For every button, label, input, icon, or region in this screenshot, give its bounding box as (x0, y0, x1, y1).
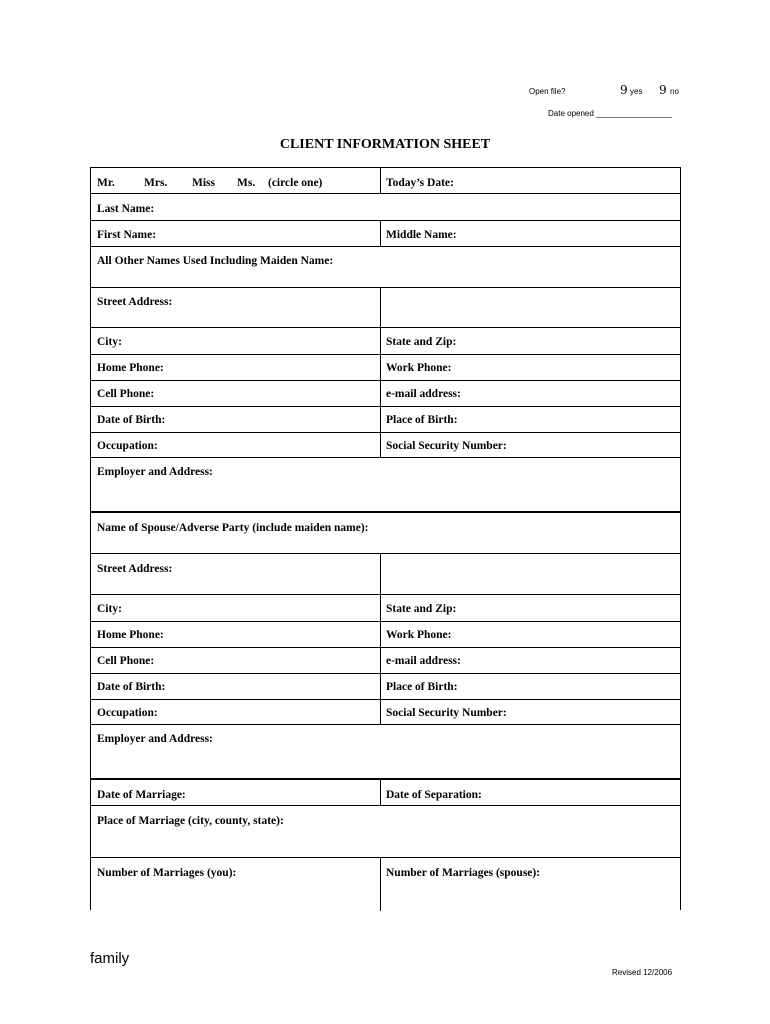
spouse-home-phone-field[interactable]: Home Phone: (97, 629, 164, 641)
salutation-ms[interactable]: Ms. (237, 177, 256, 189)
column-divider (380, 553, 381, 724)
spouse-email-field[interactable]: e-mail address: (386, 655, 461, 667)
row-divider (91, 857, 680, 858)
date-of-separation-field[interactable]: Date of Separation: (386, 789, 482, 801)
spouse-street-address-field[interactable]: Street Address: (97, 563, 173, 575)
last-name-field[interactable]: Last Name: (97, 203, 155, 215)
date-opened-label[interactable]: Date opened _________________ (548, 109, 672, 118)
column-divider (380, 287, 381, 457)
spouse-date-of-birth-field[interactable]: Date of Birth: (97, 681, 166, 693)
row-divider (91, 724, 680, 725)
row-divider (91, 193, 680, 194)
revised-date-label: Revised 12/2006 (612, 968, 673, 977)
ssn-field[interactable]: Social Security Number: (386, 440, 507, 452)
row-divider (91, 327, 680, 328)
no-label: no (670, 87, 679, 96)
row-divider (91, 699, 680, 700)
todays-date-field[interactable]: Today’s Date: (386, 177, 454, 189)
middle-name-field[interactable]: Middle Name: (386, 229, 457, 241)
row-divider (91, 354, 680, 355)
spouse-cell-phone-field[interactable]: Cell Phone: (97, 655, 155, 667)
salutation-circle-one: (circle one) (268, 177, 323, 189)
spouse-work-phone-field[interactable]: Work Phone: (386, 629, 452, 641)
place-of-birth-field[interactable]: Place of Birth: (386, 414, 458, 426)
work-phone-field[interactable]: Work Phone: (386, 362, 452, 374)
row-divider (91, 621, 680, 622)
city-field[interactable]: City: (97, 336, 122, 348)
column-divider (380, 220, 381, 246)
row-divider (91, 594, 680, 595)
spouse-employer-field[interactable]: Employer and Address: (97, 733, 213, 745)
row-divider (91, 287, 680, 288)
number-of-marriages-spouse-field[interactable]: Number of Marriages (spouse): (386, 867, 541, 879)
no-checkbox-icon[interactable]: 9 (659, 83, 667, 97)
row-divider (91, 673, 680, 674)
email-field[interactable]: e-mail address: (386, 388, 461, 400)
date-of-birth-field[interactable]: Date of Birth: (97, 414, 166, 426)
street-address-field[interactable]: Street Address: (97, 296, 173, 308)
page-title: CLIENT INFORMATION SHEET (279, 137, 491, 152)
date-of-marriage-field[interactable]: Date of Marriage: (97, 789, 186, 801)
row-divider (91, 220, 680, 221)
yes-label: yes (630, 87, 643, 96)
row-divider (91, 406, 680, 407)
state-zip-field[interactable]: State and Zip: (386, 336, 457, 348)
home-phone-field[interactable]: Home Phone: (97, 362, 164, 374)
spouse-city-field[interactable]: City: (97, 603, 122, 615)
salutation-miss[interactable]: Miss (192, 177, 215, 189)
column-divider (380, 168, 381, 193)
first-name-field[interactable]: First Name: (97, 229, 157, 241)
column-divider (380, 778, 381, 805)
yes-checkbox-icon[interactable]: 9 (620, 83, 628, 97)
occupation-field[interactable]: Occupation: (97, 440, 158, 452)
other-names-field[interactable]: All Other Names Used Including Maiden Name: (97, 255, 334, 267)
number-of-marriages-you-field[interactable]: Number of Marriages (you): (97, 867, 237, 879)
spouse-place-of-birth-field[interactable]: Place of Birth: (386, 681, 458, 693)
open-file-label: Open file? (529, 87, 566, 96)
place-of-marriage-field[interactable]: Place of Marriage (city, county, state): (97, 815, 284, 827)
row-divider (91, 647, 680, 648)
row-divider (91, 553, 680, 554)
section-divider (91, 778, 680, 780)
row-divider (91, 432, 680, 433)
salutation-mrs[interactable]: Mrs. (144, 177, 168, 189)
row-divider (91, 246, 680, 247)
spouse-state-zip-field[interactable]: State and Zip: (386, 603, 457, 615)
employer-field[interactable]: Employer and Address: (97, 466, 213, 478)
spouse-name-field[interactable]: Name of Spouse/Adverse Party (include maiden name): (97, 522, 369, 534)
column-divider (380, 857, 381, 911)
cell-phone-field[interactable]: Cell Phone: (97, 388, 155, 400)
client-form (90, 167, 681, 910)
spouse-occupation-field[interactable]: Occupation: (97, 707, 158, 719)
row-divider (91, 805, 680, 806)
salutation-mr[interactable]: Mr. (97, 177, 115, 189)
section-divider (91, 511, 680, 513)
footer-family-label: family (90, 950, 130, 967)
row-divider (91, 457, 680, 458)
row-divider (91, 380, 680, 381)
spouse-ssn-field[interactable]: Social Security Number: (386, 707, 507, 719)
